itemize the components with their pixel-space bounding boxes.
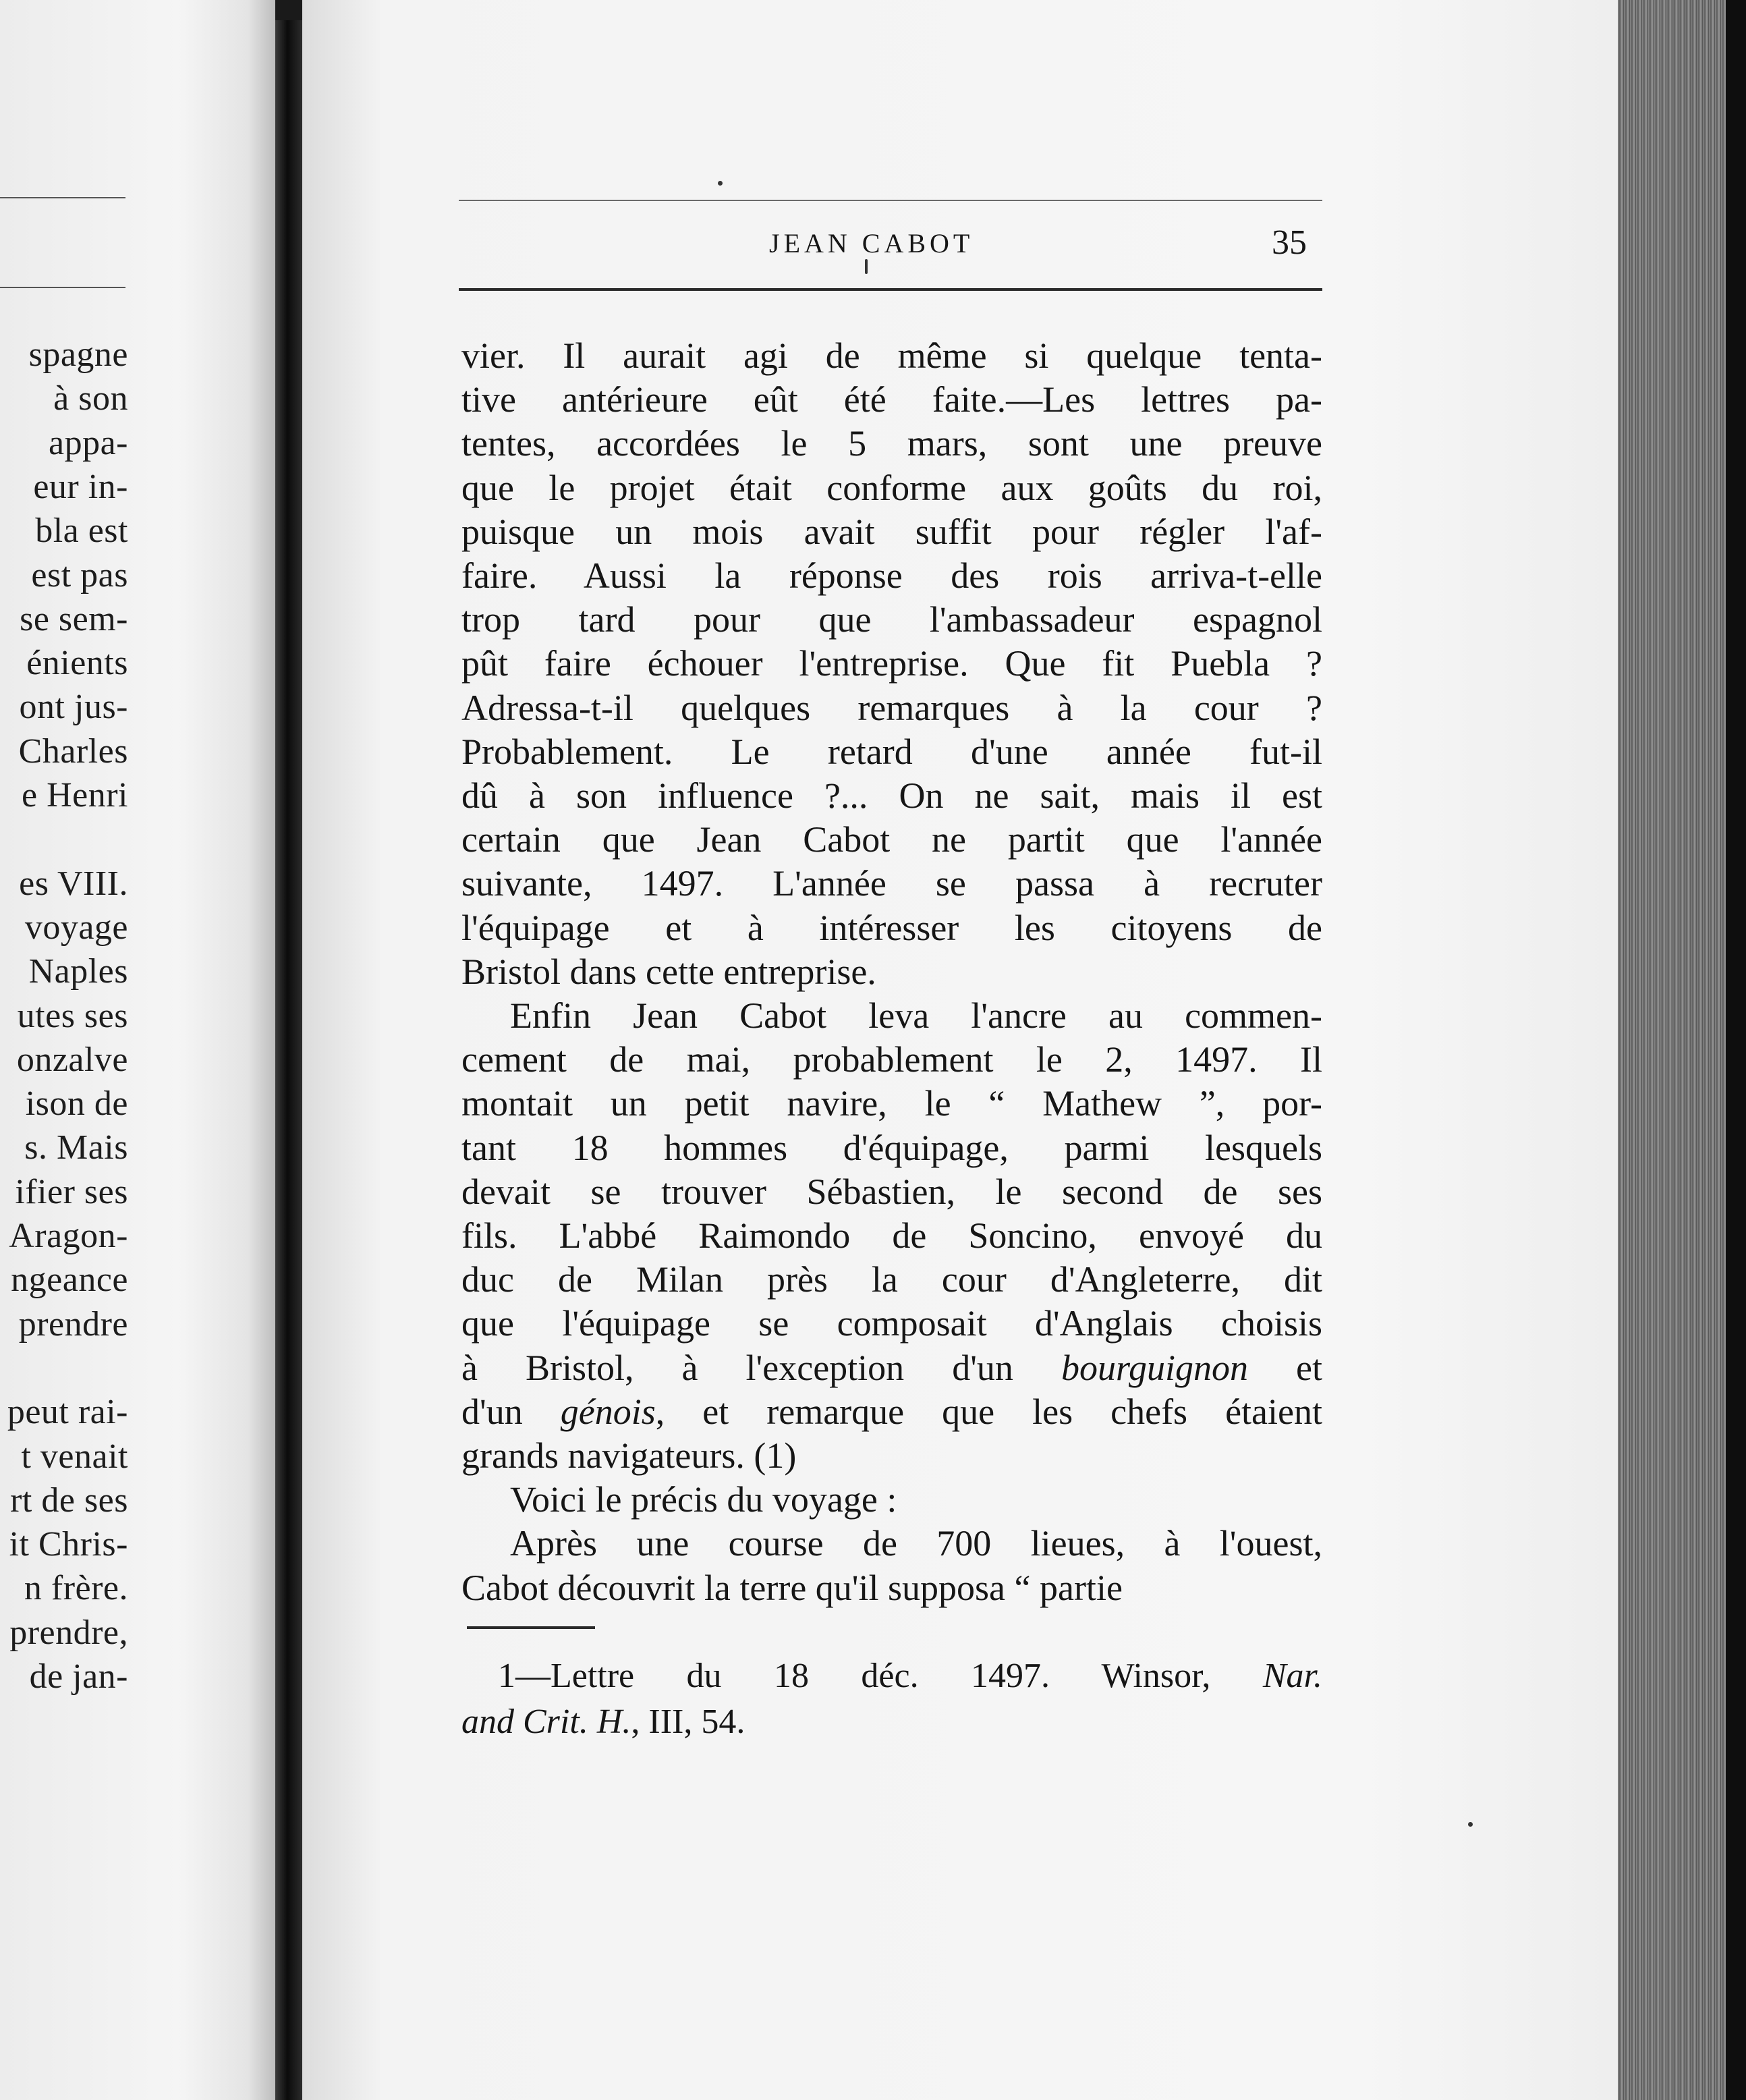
left-page-line: ont jus- <box>19 688 128 727</box>
left-page-line: rt de ses <box>10 1481 128 1520</box>
text-line: Cabot découvrit la terre qu'il supposa “ partie <box>461 1567 1123 1608</box>
left-page-line: it Chris- <box>9 1525 128 1564</box>
left-page-line: appa- <box>49 423 128 462</box>
left-page-line: bla est <box>35 512 128 551</box>
text-line: que l'équipage se composait d'Anglais choisis <box>461 1303 1322 1344</box>
left-page-line: utes ses <box>17 996 128 1035</box>
book-gutter <box>275 20 302 2100</box>
text-line: Enfin Jean Cabot leva l'ancre au commen- <box>510 995 1322 1036</box>
left-page-line: n frère. <box>24 1569 128 1608</box>
text-line <box>461 1347 1322 1388</box>
page-number: 35 <box>1272 223 1307 262</box>
left-page-line: ison de <box>25 1084 128 1124</box>
scan-speck <box>1468 1822 1473 1827</box>
left-page-line: est pas <box>31 555 128 595</box>
scan-speck <box>865 259 868 274</box>
left-page-line: s. Mais <box>24 1128 128 1167</box>
text-line: Voici le précis du voyage : <box>510 1479 897 1520</box>
left-page-line: spagne <box>28 335 128 374</box>
left-page-line: onzalve <box>16 1040 128 1079</box>
left-page-line: eur in- <box>33 467 128 506</box>
text-line: que le projet était conforme aux goûts du roi, <box>461 467 1322 508</box>
text-line: l'équipage et à intéresser les citoyens de <box>461 907 1322 948</box>
text-line: montait un petit navire, le “ Mathew ”, por- <box>461 1083 1322 1124</box>
footnote-italic: and Crit. H. <box>461 1703 631 1741</box>
left-page-line: ifier ses <box>15 1172 128 1211</box>
left-page-line: e Henri <box>22 776 128 814</box>
header-rule <box>459 288 1322 291</box>
left-page-line: énients <box>26 644 128 683</box>
text-segment: , et remarque que les chefs étaient <box>655 1391 1322 1432</box>
left-page-line: ngeance <box>11 1261 128 1300</box>
italic-term: bourguignon <box>1061 1347 1248 1388</box>
text-line <box>461 1393 1322 1430</box>
left-page <box>0 0 275 2100</box>
text-segment: à Bristol, à l'exception d'un <box>461 1347 1061 1388</box>
text-line: Probablement. Le retard d'une année fut-il <box>461 731 1322 772</box>
text-line: devait se trouver Sébastien, le second de ses <box>461 1171 1322 1212</box>
left-page-line: peut rai- <box>7 1393 128 1432</box>
left-page-line: prendre, <box>9 1613 128 1652</box>
page-block-edge <box>1618 0 1726 2100</box>
footnote-text: 1—Lettre du 18 déc. 1497. Winsor, <box>498 1657 1263 1695</box>
text-line: suivante, 1497. L'année se passa à recruter <box>461 863 1322 904</box>
footnote-italic: Nar. <box>1262 1657 1322 1695</box>
left-page-line: es VIII. <box>19 864 128 903</box>
left-page-line: Aragon- <box>9 1217 128 1255</box>
text-line: trop tard pour que l'ambassadeur espagnol <box>461 599 1322 640</box>
text-segment: d'un <box>461 1391 561 1432</box>
text-line: fils. L'abbé Raimondo de Soncino, envoyé du <box>461 1215 1322 1256</box>
left-page-line: se sem- <box>20 599 128 638</box>
left-page-line: Naples <box>28 952 128 991</box>
left-page-line: Charles <box>18 731 128 771</box>
text-line: duc de Milan près la cour d'Angleterre, dit <box>461 1259 1322 1300</box>
footnote-line-1 <box>498 1659 1322 1694</box>
scan-border <box>1726 0 1746 2100</box>
text-line: pût faire échouer l'entreprise. Que fit Puebla ? <box>461 643 1322 684</box>
text-line: puisque un mois avait suffit pour régler l'af- <box>461 511 1322 552</box>
text-segment: et <box>1247 1347 1322 1388</box>
text-line: Adressa-t-il quelques remarques à la cour ? <box>461 687 1322 728</box>
left-page-line: prendre <box>18 1304 128 1344</box>
text-line: tive antérieure eût été faite.—Les lettres pa- <box>461 379 1322 420</box>
left-page-line: voyage <box>24 908 128 947</box>
text-line: grands navigateurs. (1) <box>461 1435 797 1476</box>
left-page-line: de jan- <box>29 1657 128 1696</box>
text-line: Après une course de 700 lieues, à l'ouest, <box>510 1523 1322 1564</box>
footnote-text: , III, 54. <box>631 1703 745 1741</box>
footnote-rule <box>467 1626 595 1629</box>
text-line: tentes, accordées le 5 mars, sont une preuve <box>461 423 1322 464</box>
text-line: tant 18 hommes d'équipage, parmi lesquels <box>461 1127 1322 1168</box>
text-line: vier. Il aurait agi de même si quelque tenta- <box>461 335 1322 376</box>
top-rule <box>459 200 1322 201</box>
text-line: Bristol dans cette entreprise. <box>461 951 876 992</box>
left-page-line: t venait <box>21 1437 128 1476</box>
text-line: certain que Jean Cabot ne partit que l'année <box>461 819 1322 860</box>
running-title: JEAN CABOT <box>769 228 974 258</box>
footnote-line-2 <box>461 1705 1322 1740</box>
text-line: cement de mai, probablement le 2, 1497. Il <box>461 1039 1322 1080</box>
text-line: dû à son influence ?... On ne sait, mais il est <box>461 775 1322 816</box>
scan-speck <box>718 181 723 186</box>
text-line: faire. Aussi la réponse des rois arriva-t-elle <box>461 555 1322 596</box>
left-page-line: à son <box>53 379 128 418</box>
left-page-text <box>0 0 275 2100</box>
italic-term: génois <box>560 1391 656 1432</box>
